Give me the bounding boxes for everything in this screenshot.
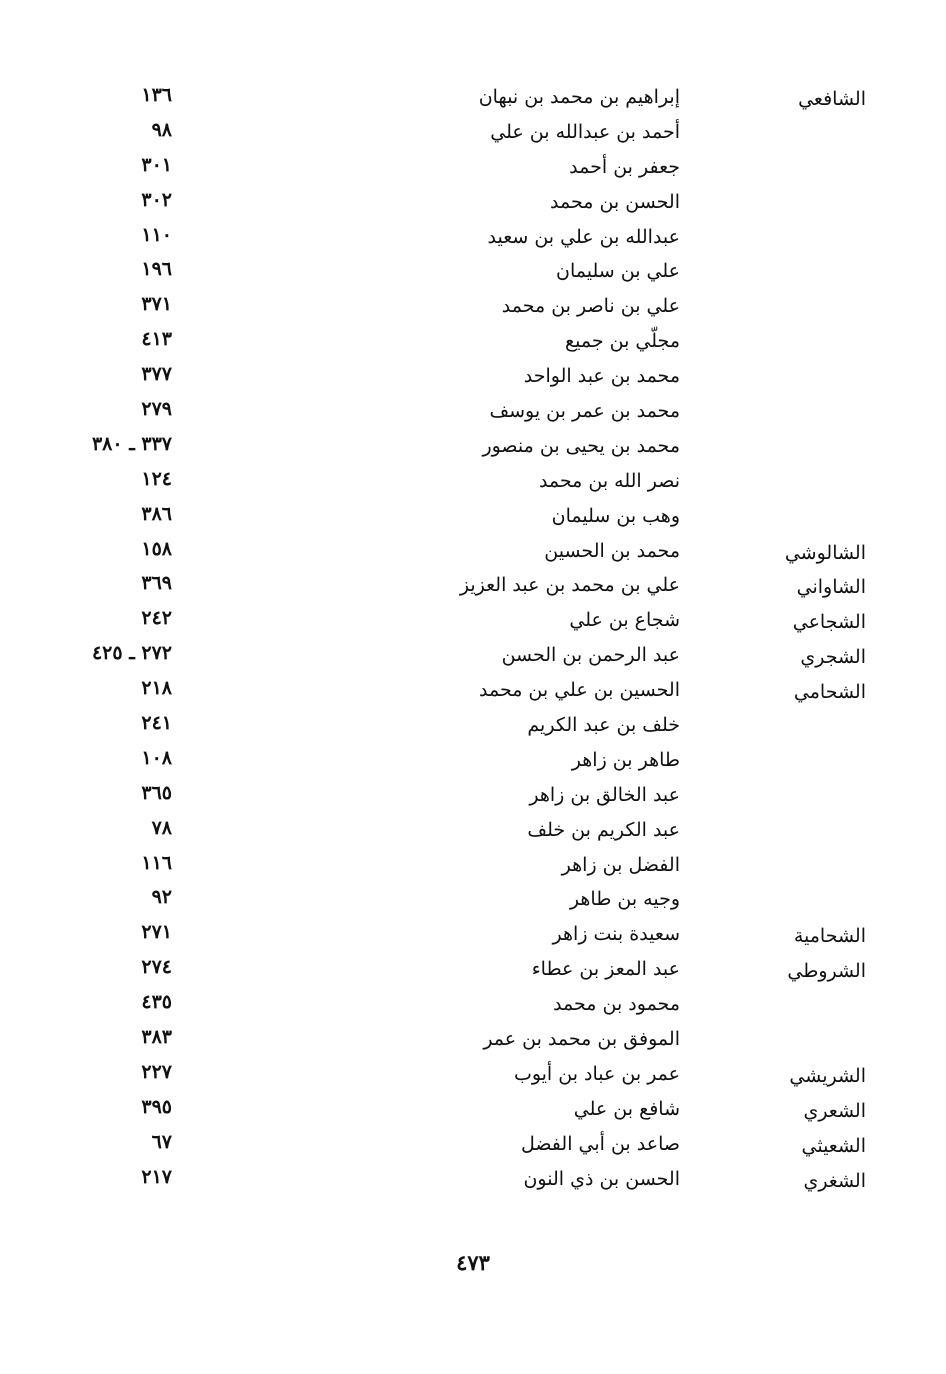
entry-pages: ٣٠٢ [141,188,172,211]
index-entry [0,503,946,538]
index-entry [0,433,946,468]
entry-pages: ٣٧٧ [141,363,172,386]
index-entry [0,1131,946,1166]
entry-nisba: الشحامي [793,681,866,704]
entry-name: علي بن محمد بن عبد العزيز [459,574,680,597]
entry-pages: ٢٧٢ ـ ٤٢٥ [91,642,172,665]
entry-pages: ٢٧٤ [141,956,172,979]
index-entry [0,886,946,921]
entry-name: الحسين بن علي بن محمد [478,679,680,702]
entry-name: علي بن ناصر بن محمد [501,295,680,318]
entry-pages: ٦٧ [151,1130,172,1153]
index-entry [0,817,946,852]
entry-nisba: الشجري [800,646,866,669]
entry-name: عبد المعز بن عطاء [531,958,680,981]
entry-name: شافع بن علي [573,1097,680,1120]
entry-name: عبد الرحمن بن الحسن [501,644,680,667]
index-entry [0,538,946,573]
entry-name: عمر بن عباد بن أيوب [513,1062,680,1085]
index-entry [0,1061,946,1096]
entry-nisba: الشغري [803,1169,866,1192]
page-number: ٤٧٣ [456,1250,490,1275]
entry-name: الفضل بن زاهر [561,853,680,876]
index-entry [0,956,946,991]
index-entry [0,293,946,328]
entry-name: مجلّي بن جميع [565,330,680,353]
index-entry [0,189,946,224]
entry-nisba: الشاواني [796,576,866,599]
entry-nisba: الشحامية [793,925,866,948]
entry-pages: ١٢٤ [141,467,172,490]
entry-pages: ٣٧١ [141,293,172,316]
entry-pages: ٤١٣ [141,328,172,351]
index-entry [0,468,946,503]
entry-name: أحمد بن عبدالله بن علي [490,120,680,143]
entry-pages: ٢٧١ [141,921,172,944]
index-entry [0,258,946,293]
entry-pages: ٣٣٧ ـ ٣٨٠ [91,432,172,455]
entry-name: الموفق بن محمد بن عمر [483,1028,680,1051]
entry-pages: ٢٧٩ [141,398,172,421]
index-entry [0,1026,946,1061]
entry-pages: ٣٦٥ [141,781,172,804]
entry-name: طاهر بن زاهر [571,748,680,771]
entry-pages: ٢١٨ [141,677,172,700]
index-entry [0,1096,946,1131]
index-entry [0,572,946,607]
index-entry [0,712,946,747]
entry-name: شجاع بن علي [569,609,680,632]
entry-pages: ٢٢٧ [141,1060,172,1083]
entry-name: وهب بن سليمان [551,504,680,527]
entry-name: محمد بن عمر بن يوسف [489,400,680,423]
index-entry [0,921,946,956]
index-entry [0,747,946,782]
entry-pages: ٣٦٩ [141,572,172,595]
entry-name: سعيدة بنت زاهر [552,923,680,946]
index-entry [0,852,946,887]
entry-nisba: الشريشي [789,1064,866,1087]
entry-nisba: الشافعي [798,88,866,110]
index-entry [0,1166,946,1201]
index-entry [0,642,946,677]
entry-name: محمد بن الحسين [544,539,680,562]
entry-nisba: الشالوشي [784,541,866,564]
index-entry [0,119,946,154]
index-entry [0,677,946,712]
entry-pages: ٣٩٥ [141,1095,172,1118]
entry-name: وجيه بن طاهر [569,888,680,911]
entry-nisba: الشعري [803,1099,866,1122]
entry-name: محمد بن يحيى بن منصور [482,434,680,457]
entry-pages: ٣٠١ [141,153,172,176]
entry-pages: ١١٠ [141,223,172,246]
entry-pages: ٣٨٣ [141,1026,172,1049]
index-entry [0,224,946,259]
entry-pages: ٤٣٥ [141,991,172,1014]
entry-pages: ١٥٨ [141,537,172,560]
entry-name: عبد الخالق بن زاهر [529,783,680,806]
entry-nisba: الشجاعي [792,611,866,634]
entry-pages: ٩٨ [151,118,172,141]
entry-name: نصر الله بن محمد [538,469,680,492]
index-entry [0,991,946,1026]
index-entry [0,782,946,817]
index-entry [0,84,946,119]
entry-name: صاعد بن أبي الفضل [520,1132,680,1155]
entry-nisba: الشروطي [787,960,866,983]
entry-pages: ١١٦ [141,851,172,874]
entry-pages: ٣٨٦ [141,502,172,525]
entry-pages: ٢٤١ [141,712,172,735]
entry-name: عبدالله بن علي بن سعيد [487,225,680,248]
entry-name: عبد الكريم بن خلف [527,818,680,841]
index-entry [0,363,946,398]
index-entry [0,398,946,433]
entry-pages: ١٣٦ [141,84,172,106]
entry-name: جعفر بن أحمد [569,155,680,178]
entry-name: علي بن سليمان [556,260,680,283]
entry-pages: ١٩٦ [141,258,172,281]
index-list [0,84,946,1201]
index-entry [0,607,946,642]
entry-name: محمود بن محمد [553,993,680,1016]
entry-pages: ٢٤٢ [141,607,172,630]
entry-name: الحسن بن محمد [550,190,680,213]
entry-pages: ٢١٧ [141,1165,172,1188]
index-entry [0,154,946,189]
entry-pages: ٩٢ [151,886,172,909]
entry-name: خلف بن عبد الكريم [527,714,680,737]
entry-nisba: الشعيثي [801,1134,866,1157]
entry-name: محمد بن عبد الواحد [523,365,680,388]
entry-name: إبراهيم بن محمد بن نبهان [478,86,680,108]
index-entry [0,328,946,363]
entry-pages: ١٠٨ [141,746,172,769]
entry-pages: ٧٨ [151,816,172,839]
entry-name: الحسن بن ذي النون [523,1167,680,1190]
